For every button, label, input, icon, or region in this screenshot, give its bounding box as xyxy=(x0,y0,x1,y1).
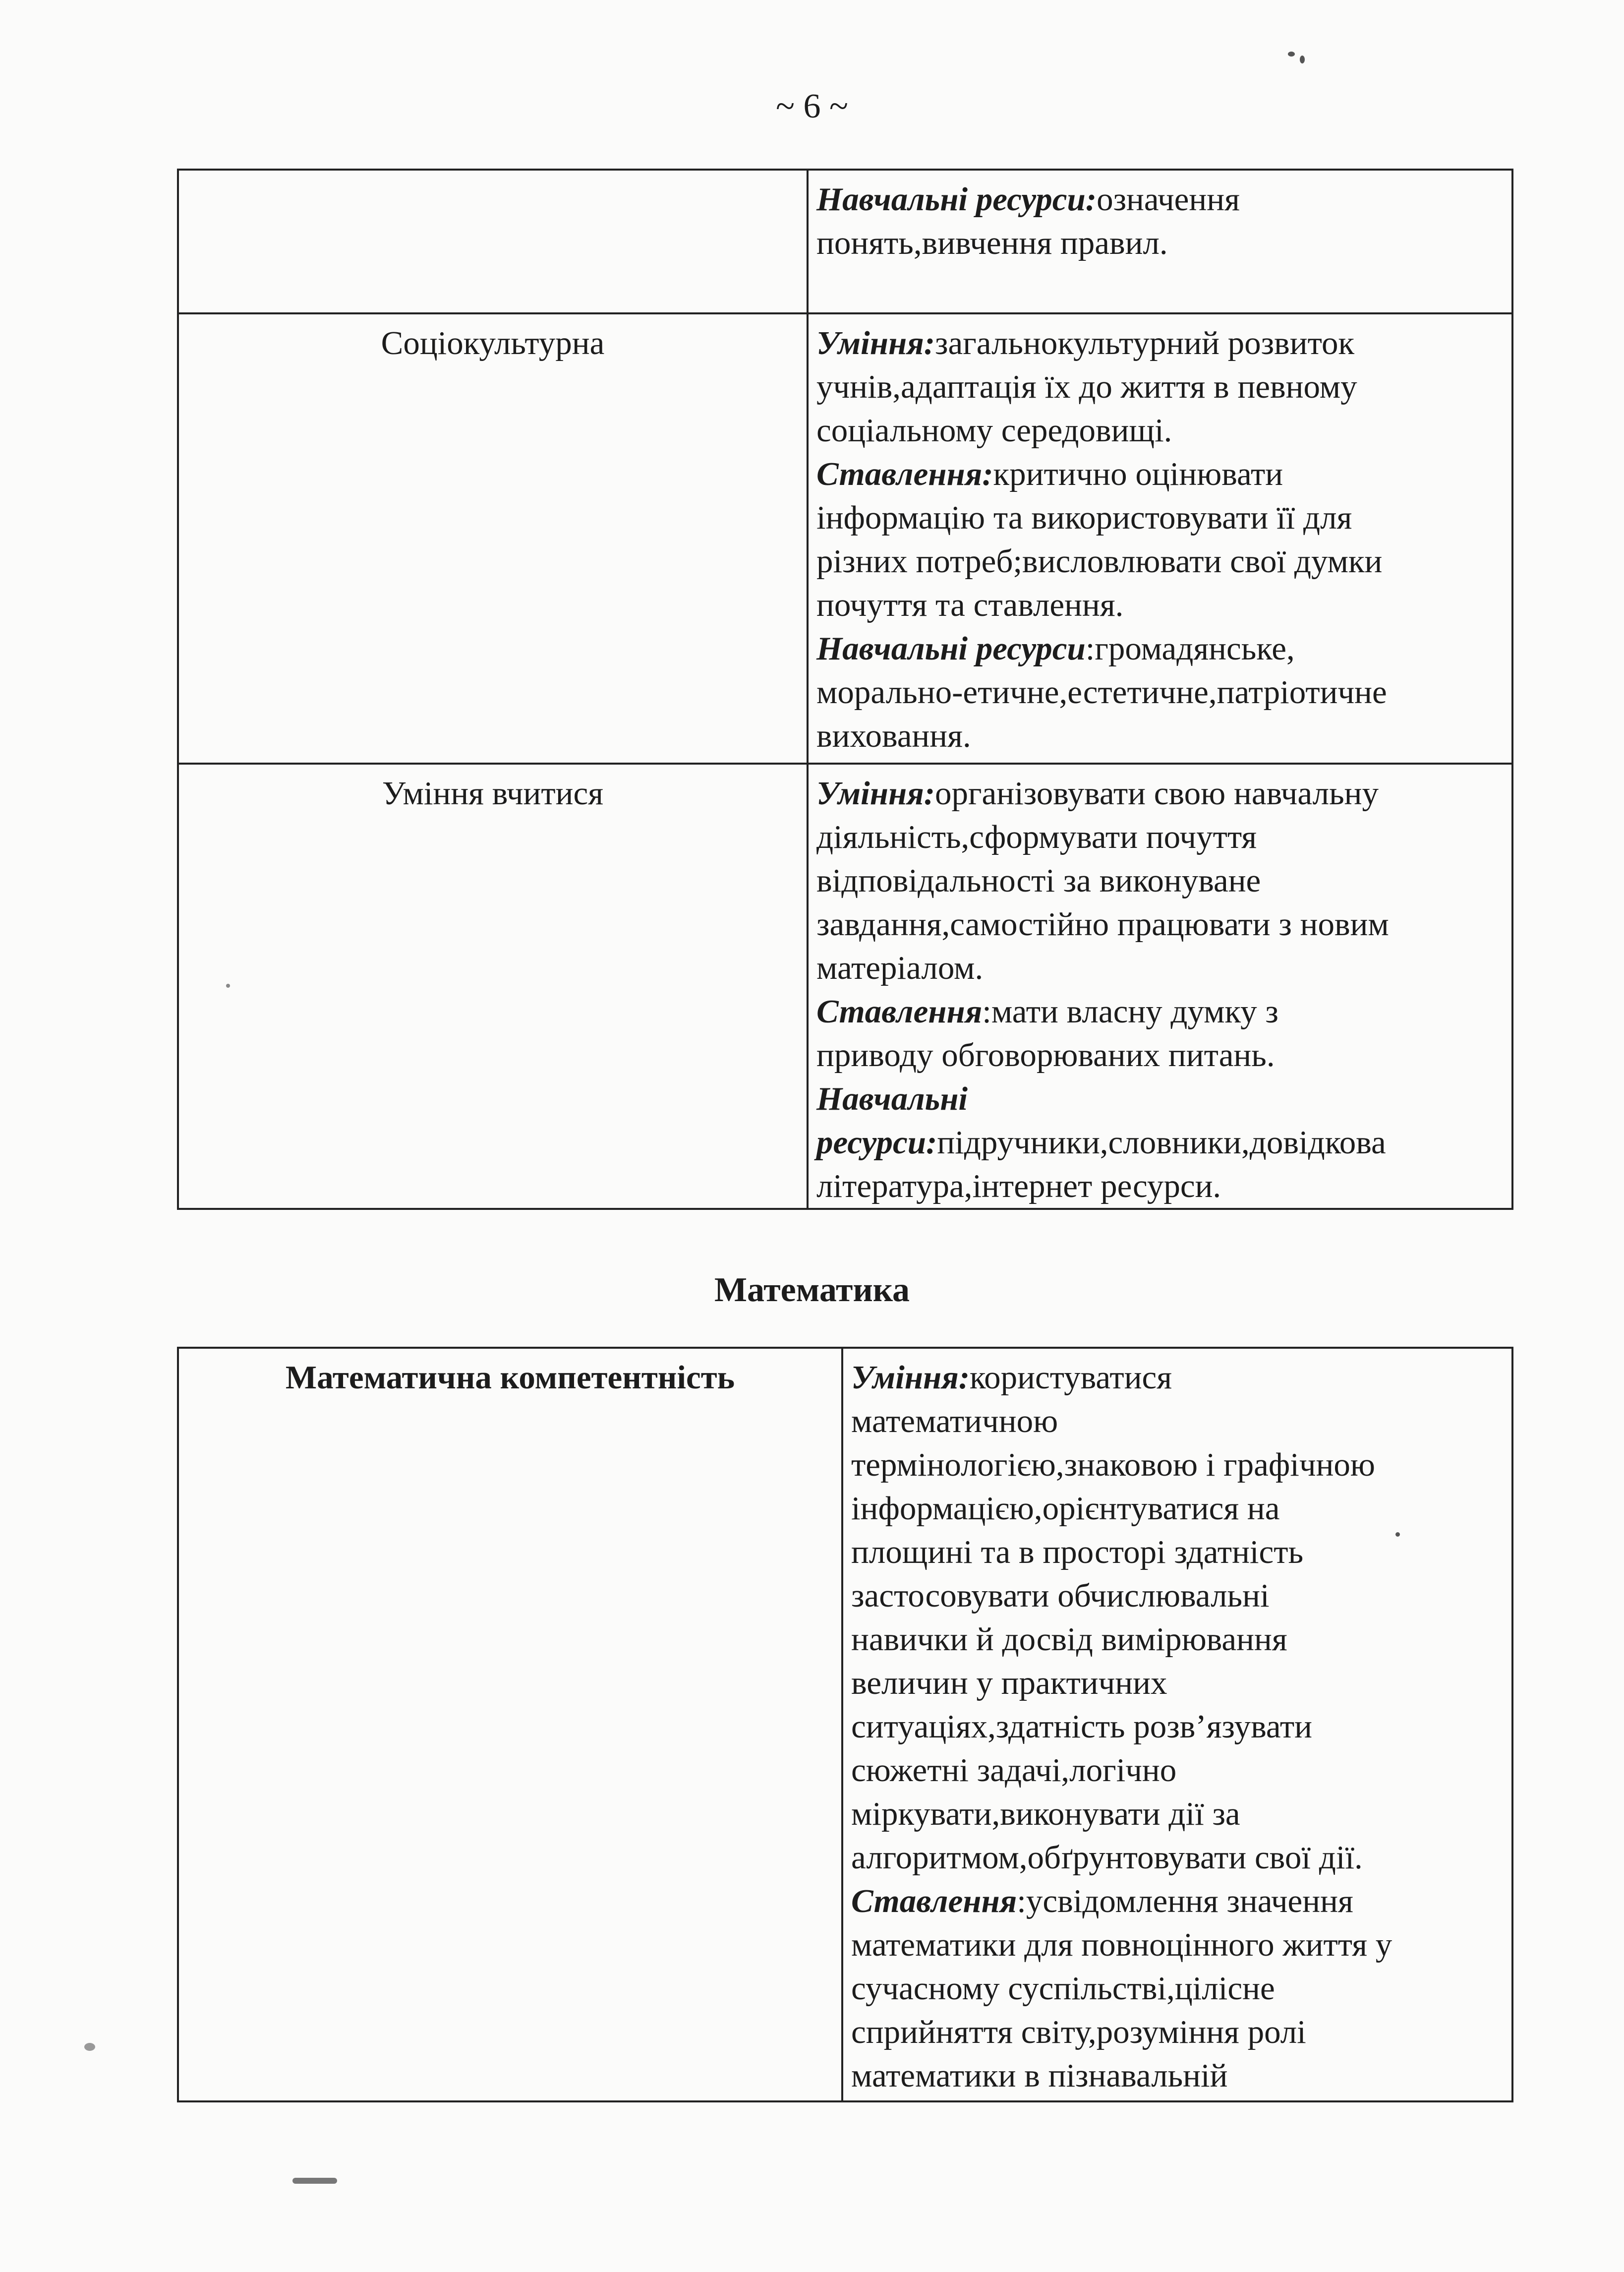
description-line xyxy=(816,946,1504,990)
description-text: сучасному суспільстві,цілісне xyxy=(851,1970,1275,2007)
description-text: означення xyxy=(1097,181,1240,218)
description-text: :громадянське, xyxy=(1085,630,1295,667)
description-line xyxy=(816,496,1504,539)
description-text: завдання,самостійно працювати з новим xyxy=(816,906,1389,943)
competency-description-cell xyxy=(808,764,1512,1209)
math-competency-table xyxy=(177,1347,1513,2102)
description-text: почуття та ставлення. xyxy=(816,587,1124,623)
description-text: алгоритмом,обґрунтовувати свої дії. xyxy=(851,1839,1363,1876)
scan-speck xyxy=(1395,1532,1400,1537)
term-label: Уміння: xyxy=(851,1359,970,1396)
description-text: соціальному середовищі. xyxy=(816,412,1172,449)
table-row xyxy=(178,313,1512,764)
description-line xyxy=(851,1967,1504,2010)
description-line xyxy=(816,452,1504,496)
term-label: ресурси: xyxy=(816,1124,937,1161)
description-text: сюжетні задачі,логічно xyxy=(851,1752,1177,1789)
scan-speck xyxy=(226,984,230,988)
competency-description-cell xyxy=(808,313,1512,764)
description-line xyxy=(816,670,1504,714)
description-text: інформацію та використовувати її для xyxy=(816,499,1352,536)
term-label: Навчальні ресурси xyxy=(816,630,1086,667)
description-text: діяльність,сформувати почуття xyxy=(816,819,1257,855)
description-line xyxy=(816,772,1504,815)
description-line xyxy=(851,1356,1504,1399)
description-text: ситуаціях,здатність розв’язувати xyxy=(851,1708,1312,1745)
description-line xyxy=(816,815,1504,859)
competency-name: Соціокультурна xyxy=(381,325,605,361)
description-line xyxy=(851,1443,1504,1487)
description-line xyxy=(816,583,1504,627)
description-line xyxy=(851,1487,1504,1530)
description-text: понять,вивчення правил. xyxy=(816,225,1168,261)
description-text: учнів,адаптація їх до життя в певному xyxy=(816,368,1357,405)
description-line xyxy=(851,1879,1504,1923)
description-line xyxy=(816,1121,1504,1164)
description-line xyxy=(816,902,1504,946)
description-text: математики в пізнавальній xyxy=(851,2057,1228,2094)
description-line xyxy=(851,2054,1504,2097)
scan-speck xyxy=(1288,52,1295,57)
competency-name: Математична компетентність xyxy=(285,1359,735,1396)
description-text: відповідальності за виконуване xyxy=(816,862,1261,899)
description-text: організовувати свою навчальну xyxy=(935,775,1379,812)
competency-name: Уміння вчитися xyxy=(382,775,604,812)
description-text: термінологією,знаковою і графічною xyxy=(851,1446,1375,1483)
description-line xyxy=(851,1836,1504,1879)
description-line xyxy=(816,221,1504,265)
description-text: підручники,словники,довідкова xyxy=(937,1124,1386,1161)
competency-name-cell xyxy=(178,313,808,764)
description-line xyxy=(816,409,1504,452)
description-text: інформацією,орієнтуватися на xyxy=(851,1490,1280,1527)
description-line xyxy=(816,321,1504,365)
description-text: різних потреб;висловлювати свої думки xyxy=(816,543,1383,580)
description-text: застосовувати обчислювальні xyxy=(851,1577,1270,1614)
description-line xyxy=(816,365,1504,409)
table-row xyxy=(178,1348,1512,2101)
description-line xyxy=(816,178,1504,221)
description-line xyxy=(816,714,1504,758)
description-text: морально-етичне,естетичне,патріотичне xyxy=(816,674,1387,711)
description-line xyxy=(816,1164,1504,1208)
description-line xyxy=(851,1923,1504,1967)
term-label: Навчальні xyxy=(816,1080,968,1117)
table-row xyxy=(178,764,1512,1209)
description-text: приводу обговорюваних питань. xyxy=(816,1037,1275,1074)
description-line xyxy=(816,859,1504,902)
description-text: користуватися xyxy=(970,1359,1172,1396)
description-line xyxy=(816,539,1504,583)
competency-description-cell xyxy=(842,1348,1512,2101)
description-line xyxy=(851,1530,1504,1574)
description-line xyxy=(851,2010,1504,2054)
description-line xyxy=(816,1077,1504,1121)
description-text: величин у практичних xyxy=(851,1665,1167,1701)
description-text: площині та в просторі здатність xyxy=(851,1534,1304,1570)
term-label: Ставлення xyxy=(816,993,983,1030)
description-text: навички й досвід вимірювання xyxy=(851,1621,1287,1658)
term-label: Навчальні ресурси: xyxy=(816,181,1097,218)
description-line xyxy=(851,1705,1504,1748)
term-label: Уміння: xyxy=(816,775,935,812)
description-text: міркувати,виконувати дії за xyxy=(851,1795,1240,1832)
competency-name-cell xyxy=(178,764,808,1209)
term-label: Ставлення: xyxy=(816,456,993,492)
scan-speck xyxy=(84,2043,95,2051)
description-text: математичною xyxy=(851,1403,1058,1439)
description-text: математики для повноцінного життя у xyxy=(851,1926,1392,1963)
competencies-table xyxy=(177,169,1513,1210)
competency-description-cell xyxy=(808,170,1512,313)
description-text: загальнокультурний розвиток xyxy=(935,325,1355,361)
description-text: матеріалом. xyxy=(816,950,984,986)
competency-name-cell xyxy=(178,170,808,313)
term-label: Ставлення xyxy=(851,1883,1017,1919)
table-row xyxy=(178,170,1512,313)
description-text: :мати власну думку з xyxy=(982,993,1278,1030)
description-line xyxy=(851,1399,1504,1443)
description-text: література,інтернет ресурси. xyxy=(816,1168,1221,1204)
description-line xyxy=(851,1792,1504,1836)
page-number: ~ 6 ~ xyxy=(776,87,848,125)
scan-speck xyxy=(292,2178,337,2184)
description-line xyxy=(851,1661,1504,1705)
description-text: :усвідомлення значення xyxy=(1017,1883,1353,1919)
description-line xyxy=(851,1574,1504,1617)
description-line xyxy=(816,1033,1504,1077)
description-text: критично оцінювати xyxy=(993,456,1283,492)
description-text: виховання. xyxy=(816,717,971,754)
competency-name-cell xyxy=(178,1348,842,2101)
description-line xyxy=(816,990,1504,1033)
section-heading: Математика xyxy=(714,1271,910,1309)
description-text: сприйняття світу,розуміння ролі xyxy=(851,2014,1306,2050)
term-label: Уміння: xyxy=(816,325,935,361)
scan-speck xyxy=(1300,56,1305,63)
description-line xyxy=(851,1748,1504,1792)
description-line xyxy=(816,627,1504,670)
description-line xyxy=(851,1617,1504,1661)
